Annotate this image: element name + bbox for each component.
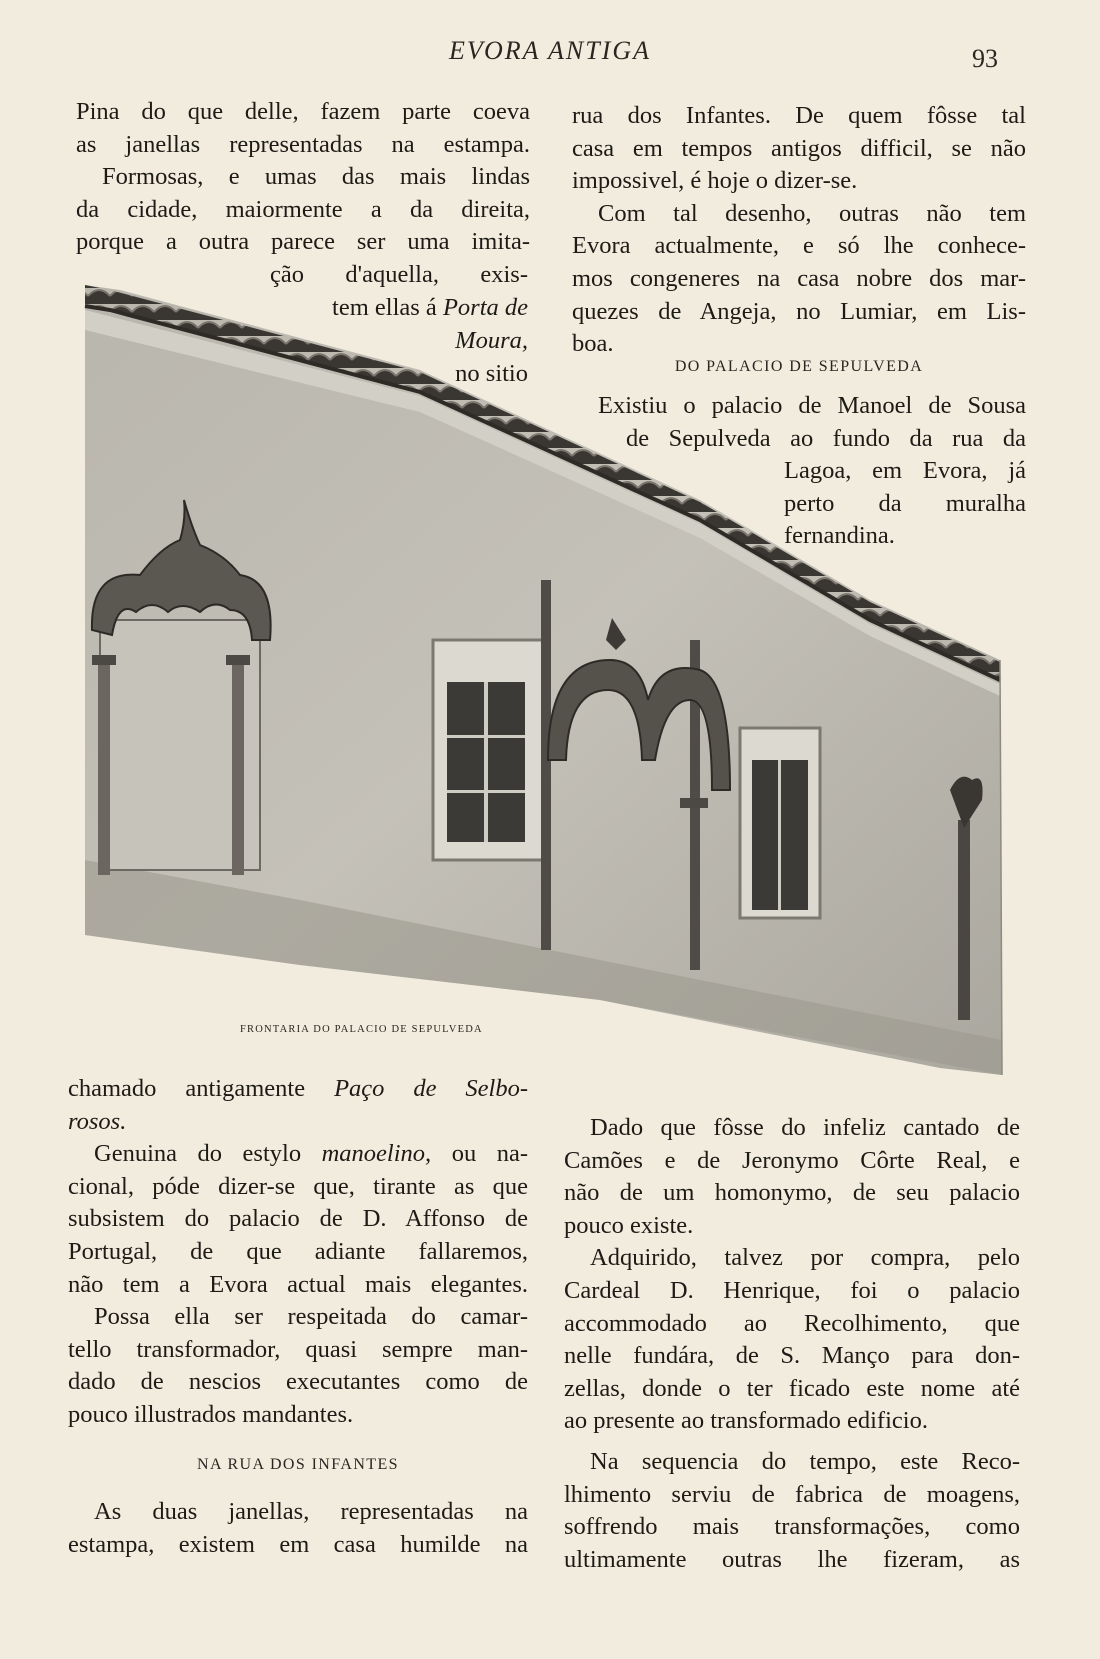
right-column-palacio-text [572, 390, 1026, 553]
italic-place-name: Paço de Selbo- [334, 1075, 529, 1102]
text-line: Existiu o palacio de Manoel de Sousa [598, 392, 1026, 419]
text-line: zellas, donde o ter ficado este nome até [564, 1374, 1020, 1402]
text-line: da cidade, maiormente a da direita, [76, 195, 530, 223]
right-column-bottom-text [564, 1112, 1020, 1576]
text-line: mos congeneres na casa nobre dos mar- [572, 264, 1026, 292]
running-title: EVORA ANTIGA [448, 36, 652, 65]
text-line: chamado antigamente Paço de Selbo- [68, 1075, 529, 1102]
text-line: Formosas, e umas das mais lindas [102, 163, 530, 191]
text-line: ultimamente outras lhe fizeram, as [564, 1545, 1020, 1573]
text-line: Pina do que delle, fazem parte coeva [76, 98, 530, 125]
text-line: subsistem do palacio de D. Affonso de [68, 1205, 528, 1233]
text-line: accommodado ao Recolhimento, que [564, 1309, 1020, 1337]
text-line: as janellas representadas na estampa. [76, 130, 530, 158]
text-line: cional, póde dizer-se que, tirante as que [68, 1172, 528, 1200]
text-line: não tem a Evora actual mais elegantes. [68, 1270, 528, 1298]
text-line: Na sequencia do tempo, este Reco- [590, 1447, 1020, 1475]
text-line: lhimento serviu de fabrica de moagens, [564, 1480, 1020, 1508]
text-line: Genuina do estylo manoelino, ou na- [94, 1140, 529, 1168]
text-line: nelle fundára, de S. Manço para don- [564, 1342, 1020, 1370]
text-line: dado de nescios executantes como de [68, 1368, 528, 1396]
left-column-duas-text [68, 1496, 528, 1561]
text-line: Lagoa, em Evora, já [784, 457, 1026, 485]
text-line: rosos. [68, 1107, 127, 1135]
text-line: Camões e de Jeronymo Côrte Real, e [564, 1146, 1020, 1174]
page-number: 93 [972, 44, 998, 73]
text-line: porque a outra parece ser uma imita- [76, 228, 530, 256]
photo-caption: FRONTARIA DO PALACIO DE SEPULVEDA [240, 1024, 483, 1035]
text-line: Com tal desenho, outras não tem [598, 199, 1026, 227]
text-line: casa em tempos antigos difficil, se não [572, 134, 1026, 162]
text-line: Possa ella ser respeitada do camar- [94, 1303, 528, 1331]
text-line: Dado que fôsse do infeliz cantado de [590, 1114, 1020, 1141]
text-line: de Sepulveda ao fundo da rua da [626, 424, 1026, 452]
middle-window [433, 640, 543, 860]
italic-style-name: manoelino, [321, 1140, 432, 1168]
text-line: tello transformador, quasi sempre man- [68, 1335, 528, 1363]
text-line: rua dos Infantes. De quem fôsse tal [572, 102, 1026, 129]
text-line: As duas janellas, representadas na [94, 1498, 528, 1525]
text-line: Cardeal D. Henrique, foi o palacio [564, 1276, 1020, 1304]
text-line: impossivel, é hoje o dizer-se. [572, 167, 858, 195]
section-heading-infantes: NA RUA DOS INFANTES [197, 1456, 399, 1473]
left-column-top-text [76, 96, 530, 259]
text-line: quezes de Angeja, no Lumiar, em Lis- [572, 297, 1026, 325]
text-line: ao presente ao transformado edificio. [564, 1407, 928, 1435]
italic-place-name: Porta de [442, 294, 528, 321]
right-column-top-text [572, 100, 1026, 361]
text-line: fernandina. [784, 522, 895, 550]
text-line: perto da muralha [784, 489, 1026, 517]
left-column-bottom-text [68, 1073, 528, 1432]
right-window [740, 728, 820, 918]
section-heading-sepulveda: DO PALACIO DE SEPULVEDA [674, 358, 924, 375]
narrow-text-line: tem ellas á Porta de [332, 294, 528, 321]
text-line: boa. [572, 330, 614, 358]
narrow-text-line: ção d'aquella, exis- [270, 261, 528, 288]
text-line: Portugal, de que adiante fallaremos, [68, 1237, 528, 1265]
narrow-text-line: Moura, [455, 327, 528, 354]
text-line: não de um homonymo, de seu palacio [564, 1179, 1020, 1207]
text-line: Evora actualmente, e só lhe conhece- [572, 232, 1026, 260]
narrow-text-line: no sitio [455, 360, 528, 387]
text-line: pouco existe. [564, 1211, 694, 1239]
text-line: soffrendo mais transformações, como [564, 1513, 1020, 1541]
text-line: estampa, existem em casa humilde na [68, 1530, 528, 1558]
text-line: Adquirido, talvez por compra, pelo [590, 1244, 1020, 1272]
text-line: pouco illustrados mandantes. [68, 1400, 354, 1428]
